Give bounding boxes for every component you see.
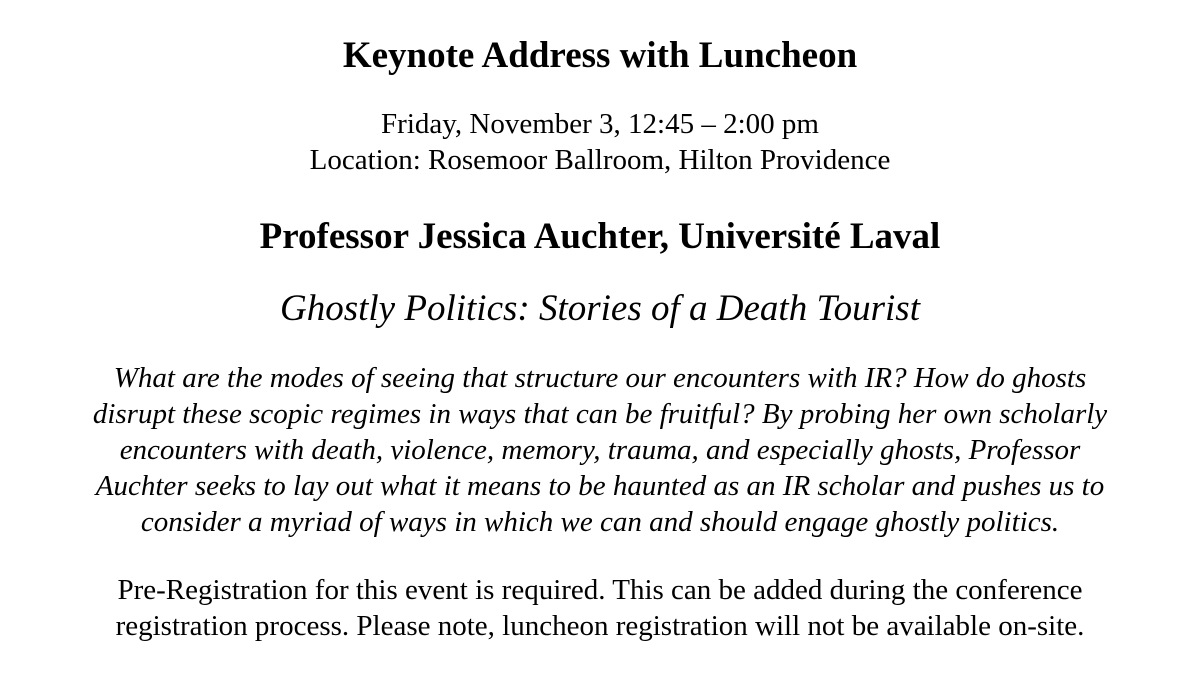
event-title: Keynote Address with Luncheon — [342, 35, 858, 76]
event-date-time: Friday, November 3, 12:45 – 2:00 pm — [381, 108, 819, 140]
registration-note — [0, 572, 1200, 644]
registration-line: Pre-Registration for this event is required. This can be added during the conference — [117, 574, 1083, 606]
abstract-line: encounters with death, violence, memory, trauma, and especially ghosts, Professor — [119, 434, 1081, 466]
abstract-line: What are the modes of seeing that structure our encounters with IR? How do ghosts — [113, 362, 1087, 394]
abstract-line: consider a myriad of ways in which we can and should engage ghostly politics. — [140, 506, 1060, 538]
registration-line: registration process. Please note, luncheon registration will not be available on-site. — [115, 610, 1085, 642]
speaker-name: Professor Jessica Auchter, Université Laval — [259, 216, 941, 257]
abstract-line: Auchter seeks to lay out what it means to be haunted as an IR scholar and pushes us to — [95, 470, 1105, 502]
event-location: Location: Rosemoor Ballroom, Hilton Providence — [309, 144, 891, 176]
talk-abstract — [0, 360, 1200, 540]
talk-title: Ghostly Politics: Stories of a Death Tourist — [280, 288, 920, 329]
abstract-line: disrupt these scopic regimes in ways that can be fruitful? By probing her own scholarly — [92, 398, 1108, 430]
event-details — [0, 106, 1200, 178]
